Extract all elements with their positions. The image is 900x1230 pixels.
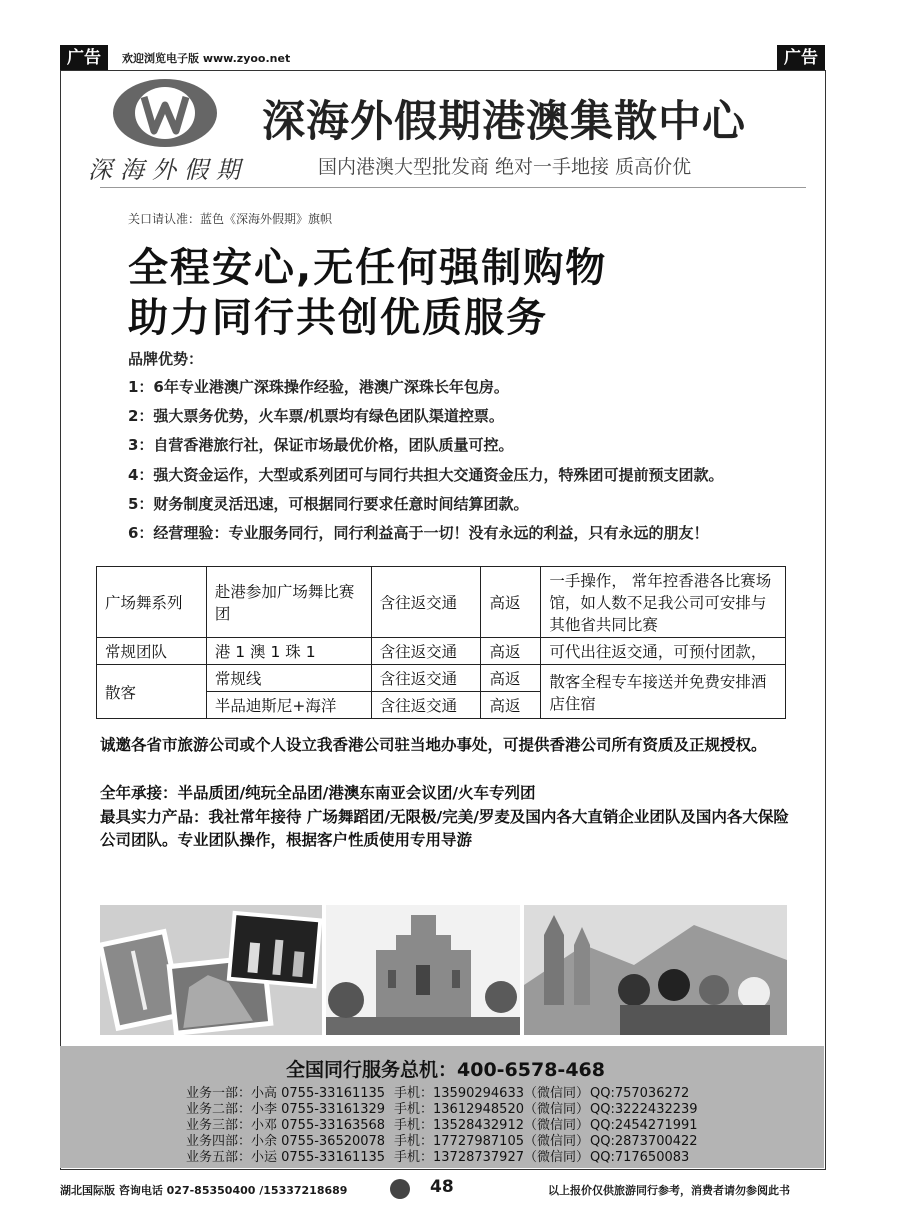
advantage-item: 4：强大资金运作，大型或系列团可与同行共担大交通资金压力，特殊团可提前预支团款。	[128, 466, 724, 484]
advantages-title: 品牌优势：	[128, 350, 204, 368]
table-cell: 含往返交通	[371, 692, 481, 719]
contact-mobile: 手机：13590294633（微信同）	[394, 1086, 589, 1101]
table-cell: 半品迪斯尼+海洋	[206, 692, 371, 719]
table-cell: 赴港参加广场舞比赛团	[206, 567, 371, 638]
table-row	[97, 567, 786, 638]
contact-qq: QQ:3222432239	[590, 1102, 698, 1117]
invite-paragraph: 诚邀各省市旅游公司或个人设立我香港公司驻当地办事处，可提供香港公司所有资质及正规授权。	[100, 736, 767, 754]
photo-ruins-st-paul	[326, 905, 520, 1035]
table-cell: 港 1 澳 1 珠 1	[206, 638, 371, 665]
contact-dept: 业务二部：小李 0755-33161329	[186, 1102, 386, 1117]
table-cell: 高返	[481, 638, 541, 665]
table-row	[97, 665, 786, 692]
company-logo	[110, 75, 220, 155]
headline-line1: 全程安心,无任何强制购物	[128, 245, 608, 291]
contact-qq: QQ:717650083	[590, 1150, 690, 1165]
company-slogan: 国内港澳大型批发商 绝对一手地接 质高价优	[318, 156, 692, 178]
site-url: 欢迎浏览电子版 www.zyoo.net	[122, 52, 291, 65]
logo-script-text: 深海外假期	[88, 156, 248, 184]
contact-row	[186, 1118, 698, 1134]
table-cell: 常规线	[206, 665, 371, 692]
contact-row	[186, 1102, 698, 1118]
contact-dept: 业务四部：小余 0755-36520078	[186, 1134, 386, 1149]
footer-logo-icon	[390, 1179, 410, 1199]
table-cell: 含往返交通	[371, 567, 481, 638]
advantage-item: 5：财务制度灵活迅速，可根据同行要求任意时间结算团款。	[128, 495, 529, 513]
contact-qq: QQ:757036272	[590, 1086, 690, 1101]
table-cell: 常规团队	[97, 638, 207, 665]
photo-disneyland	[524, 905, 787, 1035]
table-row	[97, 638, 786, 665]
advantage-item: 1：6年专业港澳广深珠操作经验，港澳广深珠长年包房。	[128, 378, 509, 396]
table-cell: 可代出往返交通，可预付团款，	[541, 638, 786, 665]
products-paragraph: 最具实力产品：我社常年接待 广场舞蹈团/无限极/完美/罗麦及国内各大直销企业团队及国内各大保险公司团队。专业团队操作，根据客户性质使用专用导游	[100, 808, 789, 849]
company-name: 深海外假期港澳集散中心	[262, 97, 746, 147]
contact-dept: 业务一部：小高 0755-33161135	[186, 1086, 386, 1101]
advantage-item: 3：自营香港旅行社，保证市场最优价格，团队质量可控。	[128, 436, 514, 454]
table-cell: 含往返交通	[371, 665, 481, 692]
advantage-item: 6：经营理验：专业服务同行，同行利益高于一切！没有永远的利益，只有永远的朋友！	[128, 524, 709, 542]
services-paragraph: 全年承接：半品质团/纯玩全品团/港澳东南亚会议团/火车专列团	[100, 784, 536, 802]
table-cell: 含往返交通	[371, 638, 481, 665]
notice-text: 关口请认准：蓝色《深海外假期》旗帜	[128, 212, 333, 226]
table-cell: 高返	[481, 692, 541, 719]
contact-mobile: 手机：17727987105（微信同）	[394, 1134, 589, 1149]
contact-row	[186, 1134, 698, 1150]
photo-postcards	[100, 905, 322, 1035]
table-cell: 散客	[97, 665, 207, 719]
header-divider	[100, 187, 806, 188]
price-table	[96, 566, 786, 719]
ad-label-left: 广告	[60, 45, 108, 71]
headline-line2: 助力同行共创优质服务	[128, 295, 548, 341]
contact-dept: 业务五部：小运 0755-33161135	[186, 1150, 386, 1165]
table-cell: 广场舞系列	[97, 567, 207, 638]
contact-mobile: 手机：13728737927（微信同）	[394, 1150, 589, 1165]
contact-mobile: 手机：13528432912（微信同）	[394, 1118, 589, 1133]
table-cell: 高返	[481, 567, 541, 638]
contact-qq: QQ:2873700422	[590, 1134, 698, 1149]
contact-row	[186, 1086, 689, 1102]
table-cell: 一手操作， 常年控香港各比赛场馆，如人数不足我公司可安排与其他省共同比赛	[541, 567, 786, 638]
contact-row	[186, 1150, 689, 1166]
advantage-item: 2：强大票务优势，火车票/机票均有绿色团队渠道控票。	[128, 407, 504, 425]
table-cell: 高返	[481, 665, 541, 692]
page-number: 48	[430, 1177, 454, 1197]
table-cell: 散客全程专车接送并免费安排酒店住宿	[541, 665, 786, 719]
contact-qq: QQ:2454271991	[590, 1118, 698, 1133]
footer-right: 以上报价仅供旅游同行参考，消费者请勿参阅此书	[548, 1184, 790, 1197]
footer-left: 湖北国际版 咨询电话 027-85350400 /15337218689	[60, 1184, 348, 1197]
contact-dept: 业务三部：小邓 0755-33163568	[186, 1118, 386, 1133]
contact-mobile: 手机：13612948520（微信同）	[394, 1102, 589, 1117]
ad-label-right: 广告	[777, 45, 825, 71]
hotline: 全国同行服务总机：400-6578-468	[286, 1059, 605, 1081]
